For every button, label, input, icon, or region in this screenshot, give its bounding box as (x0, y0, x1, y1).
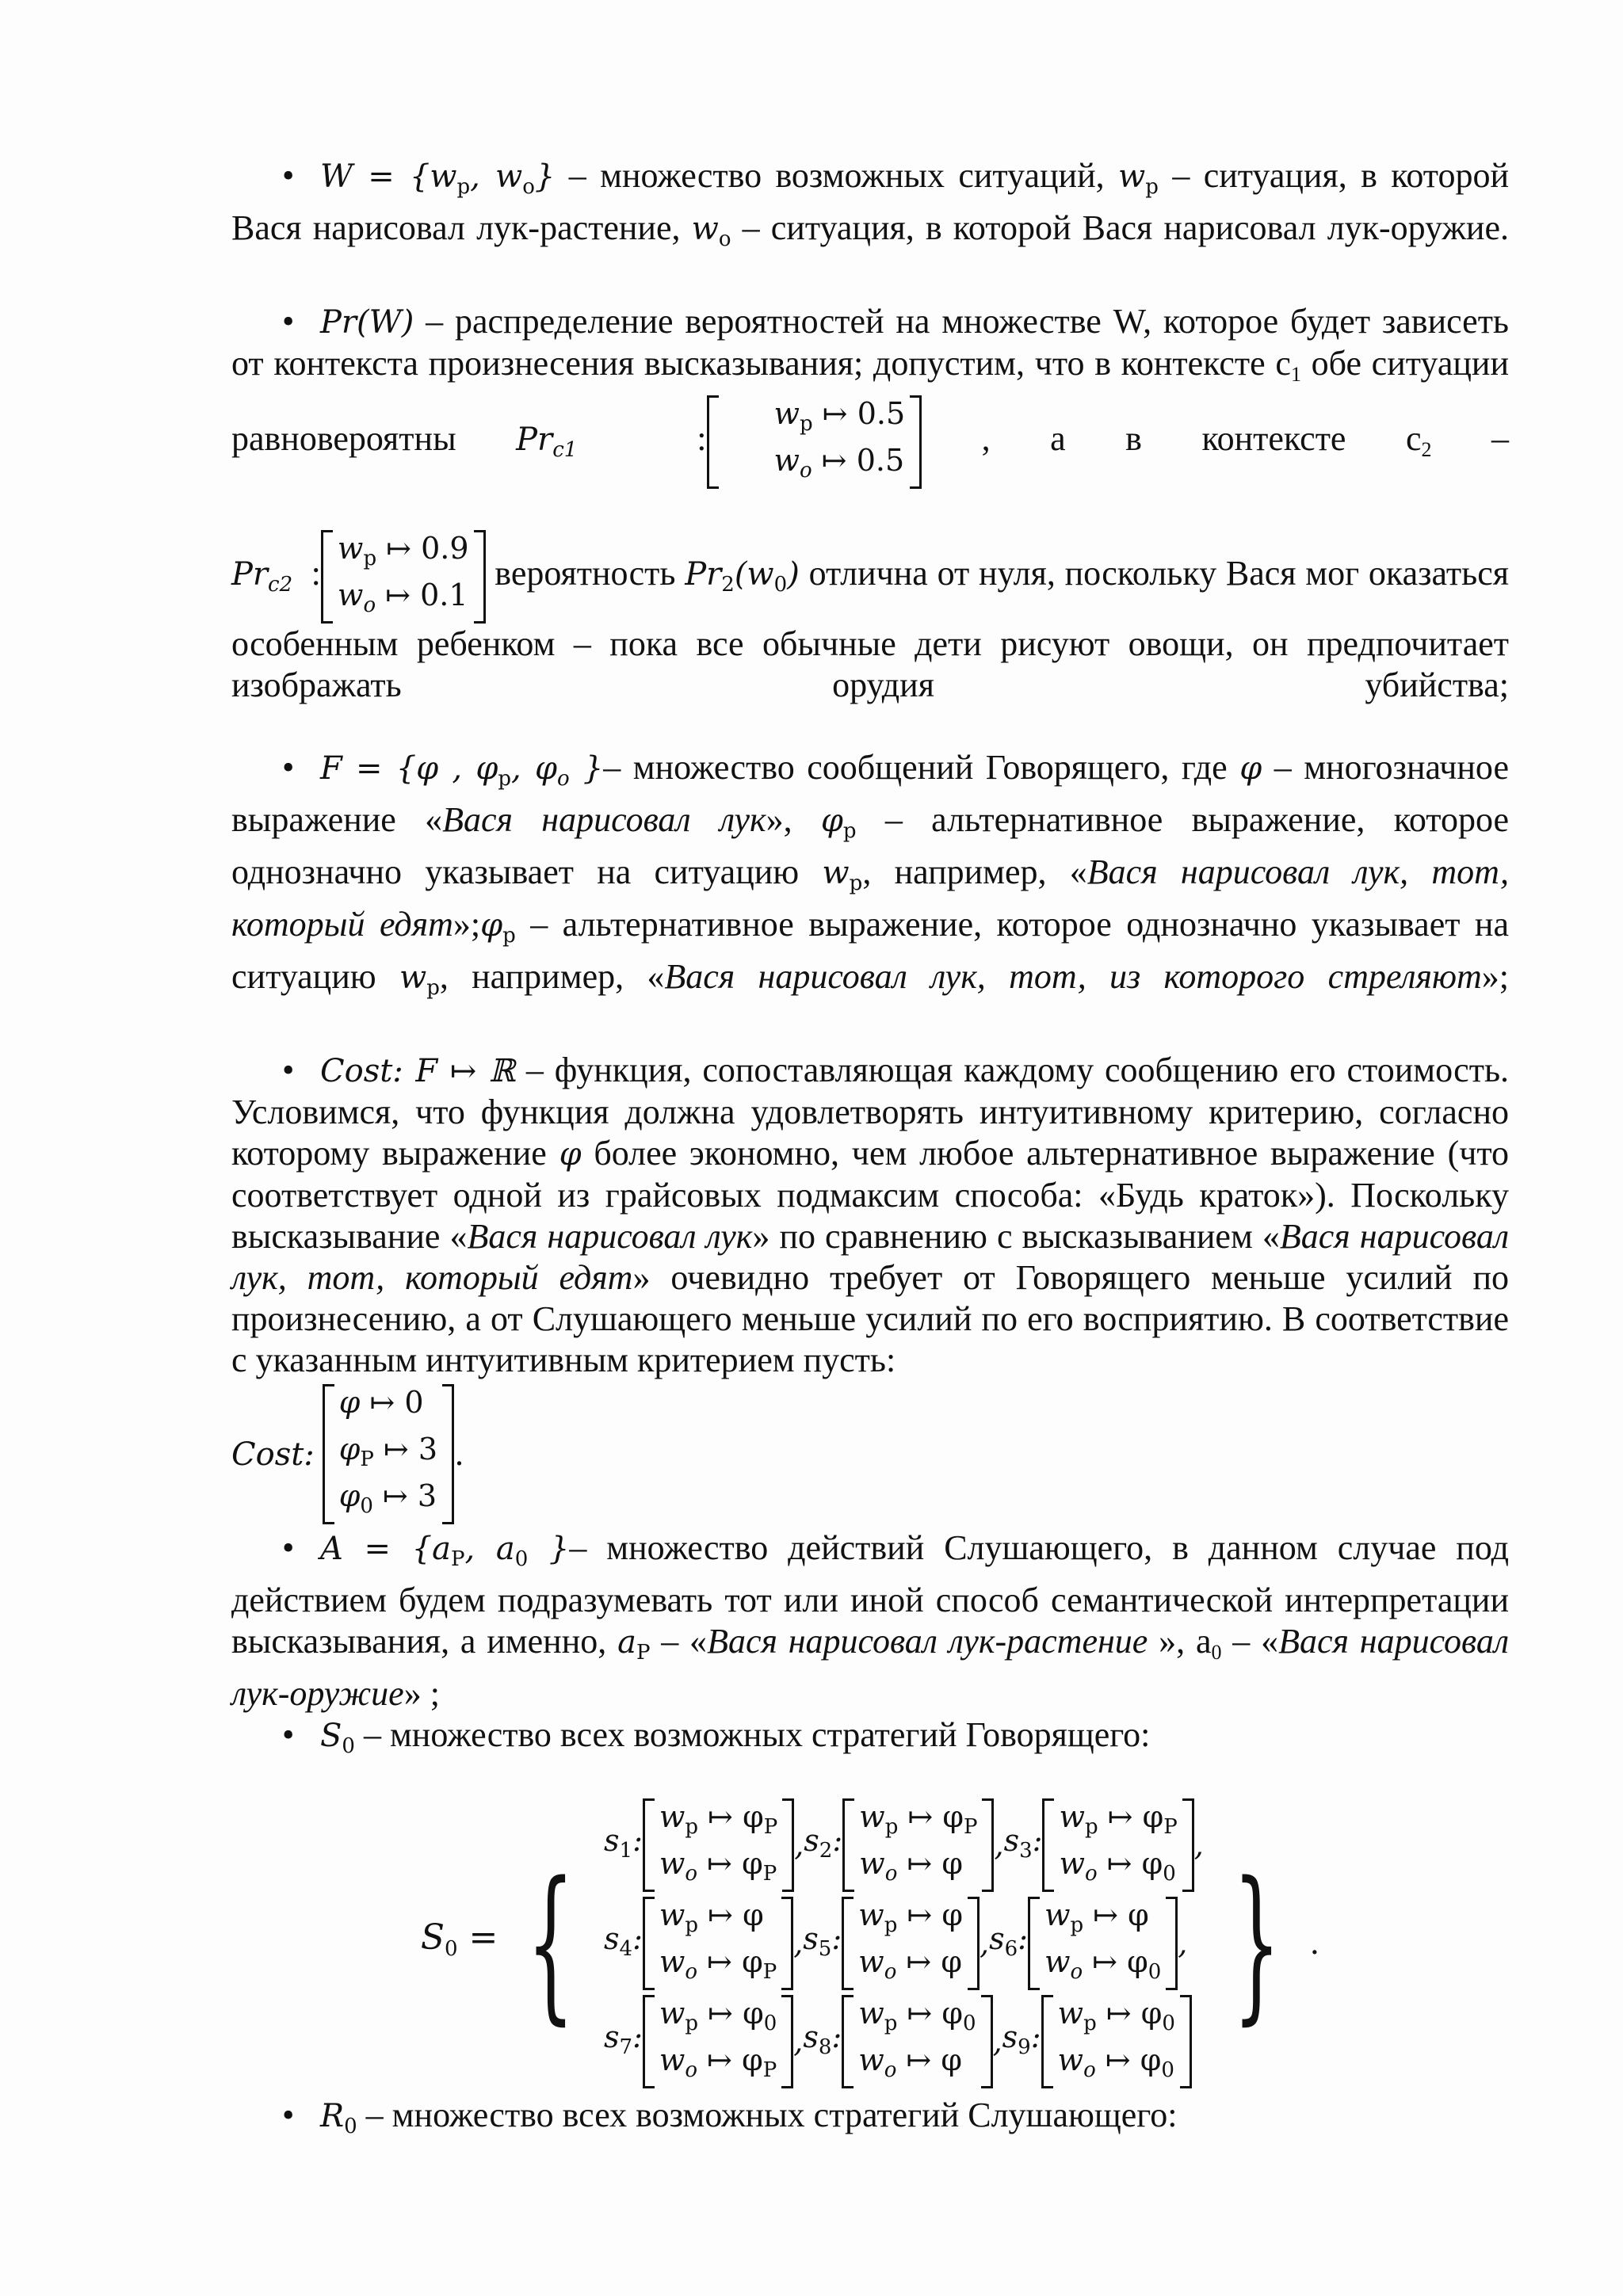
formula-W: $W = \{w_p$, $w_o$} (320, 158, 556, 199)
matrix-pr-c1: $w_p$ ↦ 0.5 $w_o$ ↦ 0.5 (707, 395, 922, 489)
strategies-grid (604, 1798, 1204, 2088)
item-F: • F = {φ , $\varphi_p$, $\varphi_o$ }– множество сообщений Говорящего, где φ – многозначное выражение «Вася нарисовал лук», $\varphi_p$ – альтернативное выражение, которое однозначно указывает на ситуацию $w_p$, например, «Вася нарисовал лук, тот, который $едят»;\varphi_p$ – альтернативное выражение, которое однозначно указывает на ситуацию $w_p$, например, «Вася нарисовал лук, тот, из которого стреляют»; (231, 748, 1510, 1000)
cost-label: Cost: (231, 1436, 315, 1473)
strategy-s5: $s_5$: $w_p$ ↦ φ $w_o$ ↦ φ , (803, 1897, 989, 1990)
strategies-row (604, 1798, 1204, 1892)
strategy-s7: $s_7$: $w_p$ ↦ $\varphi_0$ $w_o$ ↦ $\varphi_P$ , (604, 1995, 803, 2088)
matrix-pr-c2: $w_p$ ↦ 0.9 $w_o$ ↦ 0.1 (321, 530, 486, 624)
strategy-s8: $s_8$: $w_p$ ↦ $\varphi_0$ $w_o$ ↦ φ , (803, 1995, 1002, 2088)
left-brace: { (527, 1846, 575, 2040)
item-S0: • $S_0$ – множество всех возможных стратегий Говорящего: (282, 1715, 1151, 1758)
formula-F: F = {φ , $\varphi_p$, $\varphi_o$ } (320, 750, 604, 791)
formula-Cost: Cost: F ↦ ℝ (320, 1053, 516, 1089)
strategies-row (604, 1995, 1204, 2088)
formula-A: $A = \{a_P$, $a_0$ } (320, 1531, 570, 1571)
strategies-set: $S_0$ = { $s_1$: $w_p$ ↦ $\varphi_P$ $w_o$ ↦ $\varphi_P$ , $s_2$: $w_p$ ↦ $\varphi_P$ $w_o$ ↦ φ , $s_3$: $w_p$ ↦ $\varphi_P$ $w_o$ ↦ $\varphi_0$ , $s_4$: $w_p$ ↦ φ $w_o$ ↦ $\varphi_P$ , $s_5$: $w_p$ ↦ φ $w_o$ ↦ φ , $s_6$: $w_p$ ↦ φ $w_o$ ↦ $\varphi_0$ , $s_7$: $w_p$ ↦ $\varphi_0$ $w_o$ ↦ $\varphi_P$ , $s_8$: $w_p$ ↦ $\varphi_0$ $w_o$ ↦ φ , $s_9$: $w_p$ ↦ $\varphi_0$ $w_o$ ↦ $\varphi_0$ } . (231, 1798, 1509, 2088)
item-Pr: • Pr(W) – распределение вероятностей на множестве W, которое будет зависеть от контекста произнесения высказывания; допустим, что в контексте $c_1$ обе ситуации равновероятны $Pr_{c1}$ : $w_p$ ↦ 0.5 $w_o$ ↦ 0.5 , а в контексте $c_2$ – (231, 301, 1509, 530)
cost-matrix-block: Cost: φ ↦ 0 $\varphi_P$ ↦ 3 $\varphi_0$ ↦ 3 . (231, 1384, 1509, 1524)
symbol-wo: $w_o$ (691, 211, 731, 251)
document-page (231, 155, 1509, 2147)
symbol-Prc1: $Pr_{c1}$ (516, 421, 578, 463)
symbol-wp: $w_p$ (1118, 158, 1159, 199)
bullet: • (282, 156, 295, 195)
strategy-s2: $s_2$: $w_p$ ↦ $\varphi_P$ $w_o$ ↦ φ , (804, 1798, 1003, 1892)
item-W: • $W = \{w_p$, $w_o$} – множество возможных ситуаций, $w_p$ – ситуация, в которой Вася нарисовал лук-растение, $w_o$ – ситуация, в которой Вася нарисовал лук-оружие. (231, 156, 1510, 251)
strategy-s6: $s_6$: $w_p$ ↦ φ $w_o$ ↦ $\varphi_0$ , (989, 1897, 1187, 1990)
matrix-cost: φ ↦ 0 $\varphi_P$ ↦ 3 $\varphi_0$ ↦ 3 (323, 1384, 454, 1524)
symbol-Prc2: $Pr_{c2}$ (231, 556, 293, 597)
strategy-s1: $s_1$: $w_p$ ↦ $\varphi_P$ $w_o$ ↦ $\varphi_P$ , (604, 1798, 804, 1892)
item-Cost: • Cost: F ↦ ℝ – функция, сопоставляющая каждому сообщению его стоимость. Условимся, что функция должна удовлетворять интуитивному критерию, согласно которому выражение φ более экономно, чем любое альтернативное выражение (что соответствует одной из грайсовых подмаксим способа: «Будь краток»). Поскольку высказывание «Вася нарисовал лук» по сравнению с высказыванием «Вася нарисовал лук, тот, который едят» очевидно требует от Говорящего меньше усилий по произнесению, а от Слушающего меньше усилий по его восприятию. В соответствие с указанным интуитивным критерием пусть: (231, 1051, 1510, 1379)
symbol-Pr2: $Pr_2(w_0)$ (685, 556, 800, 597)
item-A: • $A = \{a_P$, $a_0$ }– множество действий Слушающего, в данном случае под действием будем подразумевать тот или иной способ семантической интерпретации высказывания, а именно, $a_P$ – «Вася нарисовал лук-растение », $a_0$ – «Вася нарисовал лук-оружие» ; (231, 1528, 1510, 1713)
strategy-s4: $s_4$: $w_p$ ↦ φ $w_o$ ↦ $\varphi_P$ , (604, 1897, 803, 1990)
symbol-S0: $S_0$ (320, 1718, 355, 1758)
item-Pr-cont: $Pr_{c2}$ : $w_p$ ↦ 0.9 $w_o$ ↦ 0.1 вероятность $Pr_2(w_0)$ отлична от нуля, поскольку Вася мог оказаться особенным ребенком – пока все обычные дети рисуют овощи, он предпочитает изображать орудия убийства; (231, 531, 1509, 704)
right-brace: } (1232, 1846, 1281, 2040)
W-text: – множество возможных ситуаций, (555, 156, 1119, 195)
formula-Pr: Pr(W) (320, 304, 414, 341)
symbol-R0: $R_0$ (320, 2098, 357, 2138)
item-R0: • $R_0$ – множество всех возможных стратегий Слушающего: (282, 2096, 1178, 2138)
strategy-s3: $s_3$: $w_p$ ↦ $\varphi_P$ $w_o$ ↦ $\varphi_0$ , (1004, 1798, 1204, 1892)
strategies-row (604, 1897, 1204, 1990)
S0-lhs: $S_0$ = (420, 1917, 498, 1961)
strategy-s9: $s_9$: $w_p$ ↦ $\varphi_0$ $w_o$ ↦ $\varphi_0$ (1002, 1995, 1192, 2088)
